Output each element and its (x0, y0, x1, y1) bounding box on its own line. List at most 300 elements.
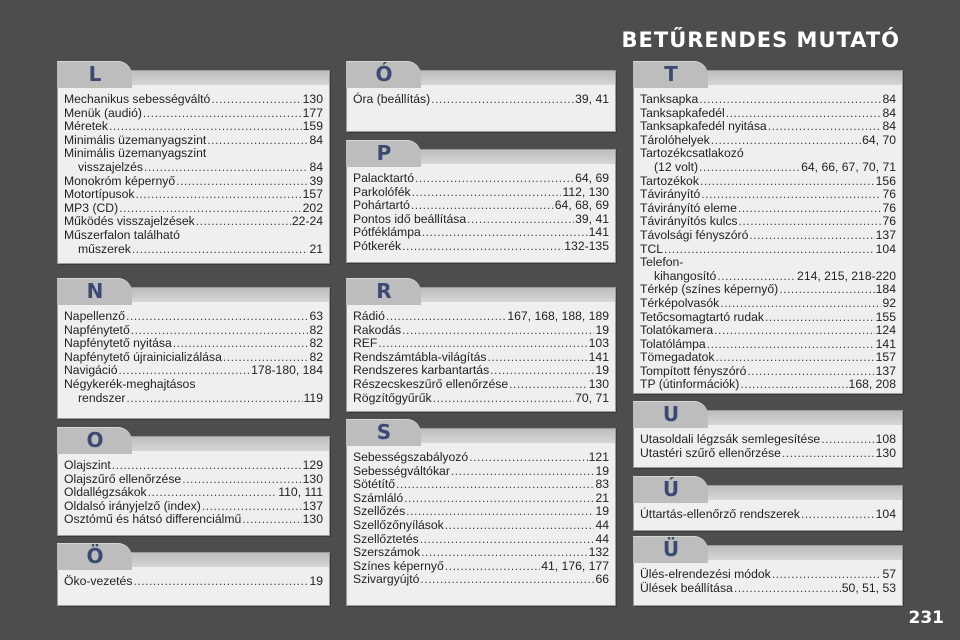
index-entry (353, 451, 609, 465)
entry-page-ref: 214, 215, 218-220 (797, 268, 896, 283)
entry-page-ref: 57 (882, 567, 896, 581)
entry-term: Távirányító eleme (640, 200, 737, 215)
entry-list (640, 433, 896, 460)
entry-term: Térképolvasók (640, 295, 720, 310)
dot-leader (707, 338, 875, 352)
entry-page-ref: 84 (882, 92, 896, 106)
entry-term: rendszer (78, 390, 126, 405)
entry-page-ref: 130 (875, 445, 896, 460)
entry-page-ref: 130 (302, 471, 323, 486)
entry-page-ref: 141 (588, 349, 609, 364)
entry-page-ref: 137 (875, 227, 896, 242)
dot-leader (445, 560, 540, 574)
dot-leader (749, 229, 874, 243)
entry-term: Napfénytető újrainicializálása (64, 349, 222, 364)
entry-list (64, 575, 323, 589)
index-entry (64, 351, 323, 365)
entry-page-ref: 21 (595, 490, 609, 505)
dot-leader (467, 213, 574, 227)
dot-leader (131, 324, 309, 338)
index-entry (640, 508, 896, 522)
index-section-r (346, 279, 616, 412)
entry-page-ref: 64, 70 (862, 132, 896, 147)
entry-page-ref: 92 (882, 295, 896, 310)
dot-leader (207, 134, 308, 148)
dot-leader (700, 175, 875, 189)
index-section-u (633, 402, 903, 468)
entry-term: Tolatókamera (640, 323, 714, 338)
entry-term: Sebességszabályozó (353, 450, 469, 464)
section-letter: P (376, 141, 392, 165)
entry-term: Pótféklámpa (353, 225, 421, 240)
section-letter: R (376, 279, 392, 303)
entry-term: Részecskeszűrő ellenőrzése (353, 376, 509, 391)
entry-page-ref: 19 (309, 574, 323, 588)
dot-leader (469, 451, 587, 465)
entry-term: Tanksapkafedél nyitása (640, 119, 767, 134)
index-entry (64, 243, 323, 257)
index-entry (353, 546, 609, 560)
index-entry (640, 188, 896, 202)
index-entry (353, 573, 609, 587)
index-entry (353, 505, 609, 519)
entry-list (640, 568, 896, 595)
index-entry (353, 240, 609, 254)
index-entry (353, 519, 609, 533)
entry-term: Tetőcsomagtartó rudak (640, 309, 764, 324)
index-entry (64, 120, 323, 134)
entry-term: Rögzítőgyűrűk (353, 390, 432, 405)
entry-page-ref: 70, 71 (575, 390, 609, 405)
entry-term: Olajszint (64, 458, 111, 472)
entry-page-ref: 82 (309, 349, 323, 364)
entry-term: Térkép (színes képernyő) (640, 282, 779, 297)
entry-page-ref: 84 (882, 105, 896, 120)
dot-leader (422, 226, 588, 240)
index-entry (640, 107, 896, 121)
entry-page-ref: 39, 41 (575, 211, 609, 226)
entry-page-ref: 76 (882, 214, 896, 229)
entry-term: Olajszűrő ellenőrzése (64, 471, 182, 486)
section-letter: O (86, 428, 104, 452)
dot-leader (196, 215, 291, 229)
entry-term: Utastéri szűrő ellenőrzése (640, 445, 781, 460)
section-letter: Ú (662, 477, 680, 501)
section-letter: N (86, 279, 104, 303)
index-entry (353, 186, 609, 200)
index-entry (640, 202, 896, 216)
entry-page-ref: 41, 176, 177 (541, 558, 609, 573)
entry-page-ref: 84 (882, 119, 896, 134)
dot-leader (768, 120, 882, 134)
dot-leader (386, 310, 507, 324)
index-entry (64, 337, 323, 351)
dot-leader (765, 311, 875, 325)
entry-page-ref: 66 (595, 572, 609, 587)
entry-term: Mechanikus sebességváltó (64, 92, 211, 106)
dot-leader (402, 240, 563, 254)
dot-leader (119, 364, 251, 378)
index-entry (353, 392, 609, 406)
entry-term: Tanksapka (640, 92, 699, 106)
entry-page-ref: 21 (309, 241, 323, 256)
index-section-o-acute (346, 62, 616, 132)
dot-leader (747, 365, 874, 379)
entry-term: Rendszámtábla-világítás (353, 349, 487, 364)
index-entry (64, 513, 323, 527)
entry-page-ref: 110, 111 (278, 485, 323, 500)
dot-leader (421, 546, 588, 560)
entry-page-ref: 130 (588, 376, 609, 391)
dot-leader (490, 364, 594, 378)
entry-page-ref: 44 (595, 531, 609, 546)
entry-term: Távirányító (640, 187, 701, 202)
index-section-n (57, 279, 330, 419)
entry-term: Pótkerék (353, 238, 402, 253)
entry-term: Sötétítő (353, 477, 396, 492)
dot-leader (714, 324, 874, 338)
entry-term: Tömegadatok (640, 350, 715, 365)
index-entry (640, 215, 896, 229)
section-letter: U (662, 402, 680, 426)
entry-page-ref: 184 (875, 282, 896, 297)
dot-leader (223, 351, 309, 365)
section-letter: Ó (375, 62, 393, 86)
index-entry (640, 256, 896, 270)
index-entry (64, 459, 323, 473)
entry-term: Parkolófék (353, 184, 411, 199)
index-entry (640, 243, 896, 257)
entry-term: Navigáció (64, 363, 118, 378)
entry-term: TCL (640, 241, 664, 256)
entry-term: Palacktartó (353, 171, 414, 185)
index-section-l (57, 62, 330, 264)
index-entry (640, 351, 896, 365)
entry-page-ref: 157 (302, 187, 323, 202)
index-entry (353, 351, 609, 365)
entry-page-ref: 82 (309, 322, 323, 337)
entry-list (353, 93, 609, 107)
index-entry (640, 297, 896, 311)
entry-term: Tolatólámpa (640, 336, 706, 351)
index-entry (64, 202, 323, 216)
entry-term: Oldallégzsákok (64, 485, 147, 500)
dot-leader (411, 199, 554, 213)
index-entry (353, 93, 609, 107)
dot-leader (126, 310, 308, 324)
entry-page-ref: 19 (595, 322, 609, 337)
entry-page-ref: 63 (309, 309, 323, 323)
entry-page-ref: 108 (875, 432, 896, 446)
entry-term: Óra (beállítás) (353, 92, 431, 106)
index-entry (640, 229, 896, 243)
index-section-u-acute (633, 477, 903, 531)
entry-term: Tartozékcsatlakozó (640, 146, 744, 161)
entry-term: Utasoldali légzsák semlegesítése (640, 432, 821, 446)
index-entry (640, 365, 896, 379)
index-entry (640, 311, 896, 325)
entry-term: Rádió (353, 309, 385, 323)
dot-leader (412, 186, 562, 200)
index-entry (640, 324, 896, 338)
index-entry (64, 500, 323, 514)
index-entry (64, 147, 323, 161)
index-entry (64, 107, 323, 121)
index-entry (353, 560, 609, 574)
index-entry (353, 465, 609, 479)
entry-list (353, 172, 609, 254)
index-entry (640, 283, 896, 297)
index-section-t (633, 62, 903, 394)
index-section-u-umlaut (633, 537, 903, 606)
dot-leader (740, 378, 847, 392)
index-entry (64, 93, 323, 107)
entry-page-ref: 19 (595, 463, 609, 478)
entry-term: Pontos idő beállítása (353, 211, 467, 226)
index-entry (640, 433, 896, 447)
entry-list (353, 310, 609, 405)
entry-term: Szivargyújtó (353, 572, 420, 587)
entry-term: Távirányítós kulcs (640, 214, 738, 229)
entry-page-ref: 64, 66, 67, 70, 71 (801, 159, 896, 174)
dot-leader (132, 243, 309, 257)
dot-leader (112, 459, 302, 473)
index-entry (640, 270, 896, 284)
dot-leader (415, 172, 574, 186)
entry-term: Ülés-elrendezési módok (640, 567, 771, 581)
entry-term: Működés visszajelzések (64, 214, 195, 229)
dot-leader (445, 519, 595, 533)
entry-page-ref: 130 (302, 512, 323, 527)
index-entry (353, 172, 609, 186)
index-entry (64, 575, 323, 589)
entry-page-ref: 119 (303, 390, 323, 405)
entry-term: Tárolóhelyek (640, 132, 710, 147)
dot-leader (711, 134, 861, 148)
dot-leader (126, 392, 302, 406)
index-entry (353, 199, 609, 213)
dot-leader (487, 351, 587, 365)
entry-term: Oldalsó irányjelző (index) (64, 498, 201, 513)
dot-leader (699, 161, 800, 175)
dot-leader (716, 351, 875, 365)
dot-leader (148, 486, 278, 500)
entry-page-ref: 44 (595, 517, 609, 532)
index-entry (64, 378, 323, 392)
entry-page-ref: 22-24 (291, 214, 323, 229)
entry-page-ref: 19 (595, 504, 609, 519)
index-entry (64, 215, 323, 229)
entry-list (64, 93, 323, 256)
index-entry (64, 161, 323, 175)
dot-leader (406, 505, 594, 519)
dot-leader (699, 93, 881, 107)
index-entry (353, 226, 609, 240)
entry-page-ref: 129 (302, 458, 323, 472)
entry-term: Ülések beállítása (640, 580, 733, 595)
index-entry (64, 473, 323, 487)
entry-term: Szellőzés (353, 504, 406, 519)
entry-term: Tanksapkafedél (640, 105, 725, 120)
page-title: BETŰRENDES MUTATÓ (621, 28, 900, 52)
entry-term: Telefon- (640, 255, 684, 270)
entry-page-ref: 167, 168, 188, 189 (507, 309, 609, 323)
index-entry (640, 175, 896, 189)
dot-leader (734, 582, 841, 596)
entry-term: visszajelzés (78, 159, 144, 174)
entry-term: Úttartás-ellenőrző rendszerek (640, 507, 800, 521)
index-entry (353, 533, 609, 547)
index-entry (640, 147, 896, 161)
entry-page-ref: 104 (875, 241, 896, 256)
entry-term: Monokróm képernyő (64, 173, 176, 188)
index-entry (353, 324, 609, 338)
dot-leader (431, 93, 574, 107)
index-entry (353, 364, 609, 378)
index-entry (353, 337, 609, 351)
entry-term: Napfénytető nyitása (64, 336, 172, 351)
entry-list (64, 459, 323, 527)
entry-term: Szellőzőnyílások (353, 517, 444, 532)
dot-leader (182, 473, 301, 487)
entry-page-ref: 39, 41 (575, 92, 609, 106)
index-entry (640, 93, 896, 107)
entry-term: Napellenző (64, 309, 125, 323)
index-entry (64, 188, 323, 202)
entry-page-ref: 130 (302, 92, 323, 106)
entry-term: Rendszeres karbantartás (353, 363, 490, 378)
entry-term: kihangosító (654, 268, 717, 283)
entry-term: Pohártartó (353, 198, 410, 213)
entry-page-ref: 121 (588, 450, 609, 464)
index-section-p (346, 141, 616, 263)
index-entry (64, 134, 323, 148)
index-entry (640, 134, 896, 148)
entry-term: Menük (audió) (64, 105, 142, 120)
section-letter: Ö (86, 544, 104, 568)
entry-term: Szerszámok (353, 545, 421, 560)
entry-page-ref: 141 (875, 336, 896, 351)
dot-leader (509, 378, 588, 392)
entry-page-ref: 177 (302, 105, 323, 120)
dot-leader (135, 188, 301, 202)
index-entry (64, 486, 323, 500)
entry-term: TP (útinformációk) (640, 377, 740, 392)
dot-leader (772, 568, 882, 582)
entry-term: Műszerfalon található (64, 227, 180, 242)
index-entry (64, 324, 323, 338)
dot-leader (144, 161, 308, 175)
index-entry (353, 492, 609, 506)
section-letter: S (376, 420, 392, 444)
entry-list (640, 508, 896, 522)
entry-list (640, 93, 896, 392)
entry-term: Motortípusok (64, 187, 135, 202)
entry-page-ref: 50, 51, 53 (841, 580, 896, 595)
dot-leader (133, 575, 308, 589)
index-entry (353, 478, 609, 492)
index-entry (640, 378, 896, 392)
entry-page-ref: 168, 208 (848, 377, 896, 392)
entry-term: (12 volt) (654, 159, 699, 174)
page-number: 231 (908, 608, 944, 628)
index-entry (64, 364, 323, 378)
entry-page-ref: 84 (309, 132, 323, 147)
dot-leader (717, 270, 796, 284)
section-letter: L (88, 62, 102, 86)
entry-page-ref: 132-135 (564, 238, 609, 253)
entry-page-ref: 83 (595, 477, 609, 492)
dot-leader (720, 297, 881, 311)
entry-page-ref: 141 (588, 225, 609, 240)
entry-page-ref: 104 (875, 507, 896, 521)
entry-page-ref: 39 (309, 173, 323, 188)
index-entry (640, 568, 896, 582)
entry-term: MP3 (CD) (64, 200, 119, 215)
entry-term: Számláló (353, 490, 404, 505)
index-entry (353, 310, 609, 324)
entry-term: Négykerék-meghajtásos (64, 376, 196, 391)
dot-leader (404, 492, 594, 506)
entry-page-ref: 84 (309, 159, 323, 174)
entry-page-ref: 76 (882, 200, 896, 215)
dot-leader (726, 107, 882, 121)
entry-page-ref: 76 (882, 187, 896, 202)
entry-term: Minimális üzemanyagszint (64, 146, 207, 161)
dot-leader (738, 202, 882, 216)
entry-page-ref: 202 (302, 200, 323, 215)
entry-page-ref: 137 (302, 498, 323, 513)
index-section-o (57, 428, 330, 536)
entry-term: Öko-vezetés (64, 574, 133, 588)
entry-page-ref: 64, 68, 69 (554, 198, 609, 213)
dot-leader (402, 324, 594, 338)
entry-term: Napfénytető (64, 322, 130, 337)
dot-leader (202, 500, 302, 514)
entry-term: műszerek (78, 241, 131, 256)
entry-page-ref: 157 (875, 350, 896, 365)
dot-leader (119, 202, 301, 216)
entry-term: Minimális üzemanyagszint (64, 132, 207, 147)
entry-page-ref: 155 (875, 309, 896, 324)
dot-leader (173, 337, 309, 351)
entry-term: Távolsági fényszóró (640, 227, 749, 242)
entry-page-ref: 178-180, 184 (251, 363, 323, 378)
entry-page-ref: 156 (875, 173, 896, 188)
entry-page-ref: 124 (875, 323, 896, 338)
dot-leader (701, 188, 881, 202)
entry-term: Osztómű és hátsó differenciálmű (64, 512, 242, 527)
entry-page-ref: 103 (588, 336, 609, 351)
entry-page-ref: 159 (302, 119, 323, 134)
index-entry (640, 120, 896, 134)
section-letter: Ü (662, 537, 680, 561)
entry-term: Méretek (64, 119, 109, 134)
index-section-o-umlaut (57, 544, 330, 606)
section-letter: T (664, 62, 678, 86)
index-entry (64, 175, 323, 189)
dot-leader (420, 533, 595, 547)
entry-term: Tartozékok (640, 173, 699, 188)
dot-leader (451, 465, 595, 479)
dot-leader (211, 93, 301, 107)
index-entry (64, 229, 323, 243)
index-entry (640, 161, 896, 175)
index-entry (64, 310, 323, 324)
dot-leader (433, 392, 575, 406)
dot-leader (378, 337, 587, 351)
entry-page-ref: 19 (595, 363, 609, 378)
